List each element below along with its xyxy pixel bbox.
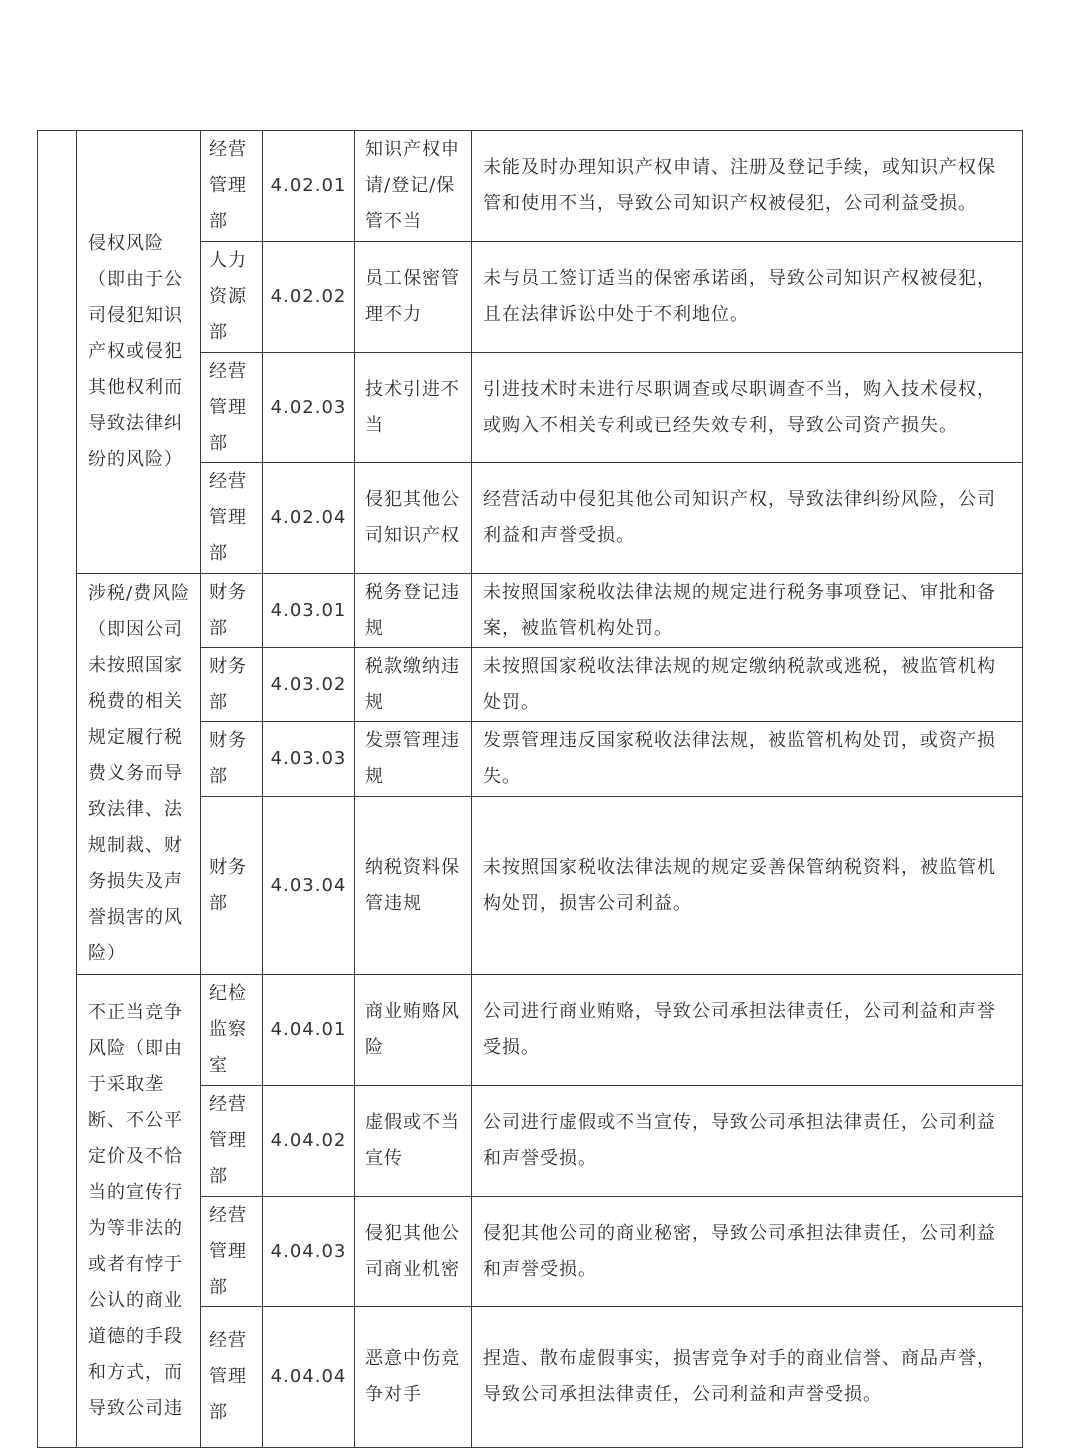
risk-code-cell: 4.03.04 <box>263 797 355 975</box>
department-cell: 经营管理部 <box>201 1086 263 1197</box>
table-row <box>38 574 1023 648</box>
risk-description-cell: 侵犯其他公司的商业秘密，导致公司承担法律责任，公司利益和声誉受损。 <box>472 1197 1023 1307</box>
risk-category-cell: 不正当竞争风险（即由于采取垄断、不公平定价及不恰当的宣传行为等非法的或者有悖于公认的商业道德的手段和方式，而导致公司违 <box>77 975 201 1448</box>
risk-category-cell: 涉税/费风险（即因公司未按照国家税费的相关规定履行税费义务而导致法律、法规制裁、财务损失及声誉损害的风险） <box>77 574 201 975</box>
department-cell: 经营管理部 <box>201 353 263 463</box>
risk-name-cell: 侵犯其他公司商业机密 <box>355 1197 472 1307</box>
risk-description-cell: 发票管理违反国家税收法律法规，被监管机构处罚，或资产损失。 <box>472 722 1023 797</box>
risk-name-cell: 知识产权申请/登记/保管不当 <box>355 131 472 242</box>
risk-code-cell: 4.02.03 <box>263 353 355 463</box>
department-cell: 经营管理部 <box>201 463 263 574</box>
risk-description-cell: 未能及时办理知识产权申请、注册及登记手续，或知识产权保管和使用不当，导致公司知识产权被侵犯，公司利益受损。 <box>472 131 1023 242</box>
table-row <box>38 131 1023 242</box>
risk-code-cell: 4.03.02 <box>263 648 355 722</box>
risk-description-cell: 引进技术时未进行尽职调查或尽职调查不当，购入技术侵权，或购入不相关专利或已经失效专利，导致公司资产损失。 <box>472 353 1023 463</box>
risk-name-cell: 恶意中伤竞争对手 <box>355 1307 472 1448</box>
risk-code-cell: 4.04.01 <box>263 975 355 1086</box>
risk-name-cell: 技术引进不当 <box>355 353 472 463</box>
risk-code-cell: 4.02.02 <box>263 242 355 353</box>
department-cell: 纪检监察室 <box>201 975 263 1086</box>
risk-description-cell: 未按照国家税收法律法规的规定进行税务事项登记、审批和备案，被监管机构处罚。 <box>472 574 1023 648</box>
department-cell: 财务部 <box>201 574 263 648</box>
risk-code-cell: 4.04.03 <box>263 1197 355 1307</box>
risk-category-cell: 侵权风险（即由于公司侵犯知识产权或侵犯其他权利而导致法律纠纷的风险） <box>77 131 201 574</box>
department-cell: 财务部 <box>201 722 263 797</box>
department-cell: 经营管理部 <box>201 1307 263 1448</box>
risk-name-cell: 税款缴纳违规 <box>355 648 472 722</box>
department-cell: 经营管理部 <box>201 1197 263 1307</box>
risk-name-cell: 发票管理违规 <box>355 722 472 797</box>
department-cell: 经营管理部 <box>201 131 263 242</box>
risk-name-cell: 税务登记违规 <box>355 574 472 648</box>
risk-description-cell: 未按照国家税收法律法规的规定缴纳税款或逃税，被监管机构处罚。 <box>472 648 1023 722</box>
department-cell: 人力资源部 <box>201 242 263 353</box>
department-cell: 财务部 <box>201 797 263 975</box>
risk-description-cell: 捏造、散布虚假事实，损害竞争对手的商业信誉、商品声誉，导致公司承担法律责任，公司利益和声誉受损。 <box>472 1307 1023 1448</box>
risk-name-cell: 侵犯其他公司知识产权 <box>355 463 472 574</box>
department-cell: 财务部 <box>201 648 263 722</box>
risk-code-cell: 4.04.02 <box>263 1086 355 1197</box>
table-row <box>38 975 1023 1086</box>
risk-code-cell: 4.04.04 <box>263 1307 355 1448</box>
risk-description-cell: 未与员工签订适当的保密承诺函，导致公司知识产权被侵犯，且在法律诉讼中处于不利地位。 <box>472 242 1023 353</box>
risk-table <box>37 130 1023 1448</box>
risk-description-cell: 公司进行商业贿赂，导致公司承担法律责任，公司利益和声誉受损。 <box>472 975 1023 1086</box>
risk-code-cell: 4.03.01 <box>263 574 355 648</box>
risk-code-cell: 4.03.03 <box>263 722 355 797</box>
risk-code-cell: 4.02.01 <box>263 131 355 242</box>
risk-description-cell: 公司进行虚假或不当宣传，导致公司承担法律责任，公司利益和声誉受损。 <box>472 1086 1023 1197</box>
risk-description-cell: 经营活动中侵犯其他公司知识产权，导致法律纠纷风险，公司利益和声誉受损。 <box>472 463 1023 574</box>
risk-name-cell: 虚假或不当宣传 <box>355 1086 472 1197</box>
risk-name-cell: 商业贿赂风险 <box>355 975 472 1086</box>
risk-name-cell: 纳税资料保管违规 <box>355 797 472 975</box>
risk-name-cell: 员工保密管理不力 <box>355 242 472 353</box>
blank-column-cell <box>38 131 77 1448</box>
risk-code-cell: 4.02.04 <box>263 463 355 574</box>
risk-description-cell: 未按照国家税收法律法规的规定妥善保管纳税资料，被监管机构处罚，损害公司利益。 <box>472 797 1023 975</box>
